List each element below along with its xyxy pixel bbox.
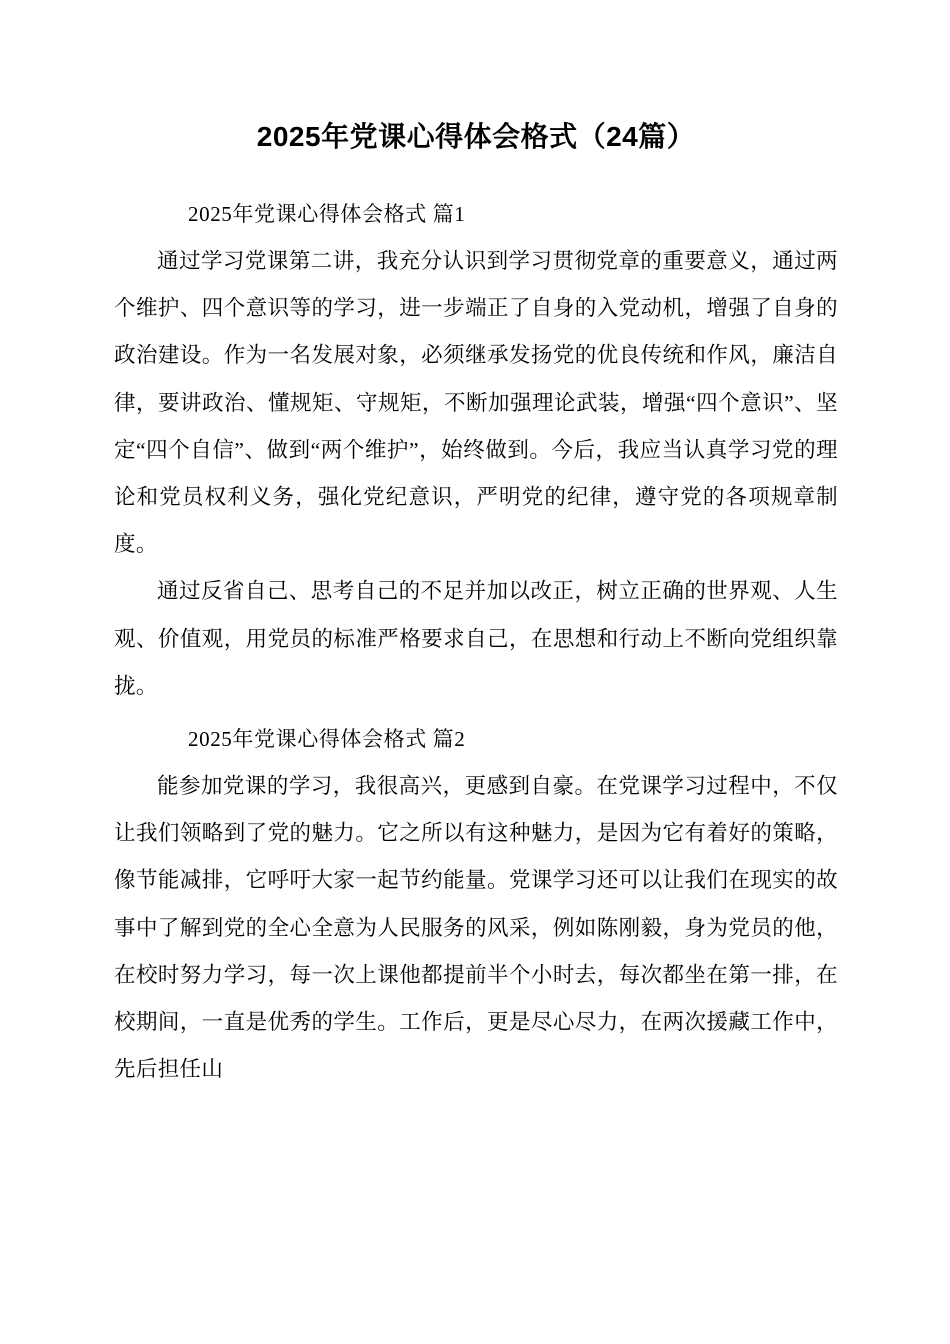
section-2-paragraph-1: 能参加党课的学习，我很高兴，更感到自豪。在党课学习过程中，不仅让我们领略到了党的魅力。它之所以有这种魅力，是因为它有着好的策略，像节能减排，它呼吁大家一起节约能量。党课学习还可以让我们在现实的故事中了解到党的全心全意为人民服务的风采，例如陈刚毅，身为党员的他，在校时努力学习，每一次上课他都提前半个小时去，每次都坐在第一排，在校期间，一直是优秀的学生。工作后，更是尽心尽力，在两次援藏工作中，先后担任山 (114, 774, 838, 1082)
section-heading-2: 2025年党课心得体会格式 篇2 (188, 727, 466, 752)
section-1-paragraph-2: 通过反省自己、思考自己的不足并加以改正，树立正确的世界观、人生观、价值观，用党员的标准严格要求自己，在思想和行动上不断向党组织靠拢。 (114, 579, 838, 698)
document-content (114, 0, 838, 1093)
title-spacer (114, 154, 838, 191)
section-2-body-clip (114, 763, 838, 1093)
section-1-paragraph-1: 通过学习党课第二讲，我充分认识到学习贯彻党章的重要意义，通过两个维护、四个意识等的学习，进一步端正了自身的入党动机，增强了自身的政治建设。作为一名发展对象，必须继承发扬党的优良传统和作风，廉洁自律，要讲政治、懂规矩、守规矩，不断加强理论武装，增强“四个意识”、坚定“四个自信”、做到“两个维护”，始终做到。今后，我应当认真学习党的理论和党员权利义务，强化党纪意识，严明党的纪律，遵守党的各项规章制度。 (114, 249, 838, 557)
page-title: 2025年党课心得体会格式（24篇） (256, 121, 696, 152)
section-heading-1: 2025年党课心得体会格式 篇1 (188, 202, 466, 226)
